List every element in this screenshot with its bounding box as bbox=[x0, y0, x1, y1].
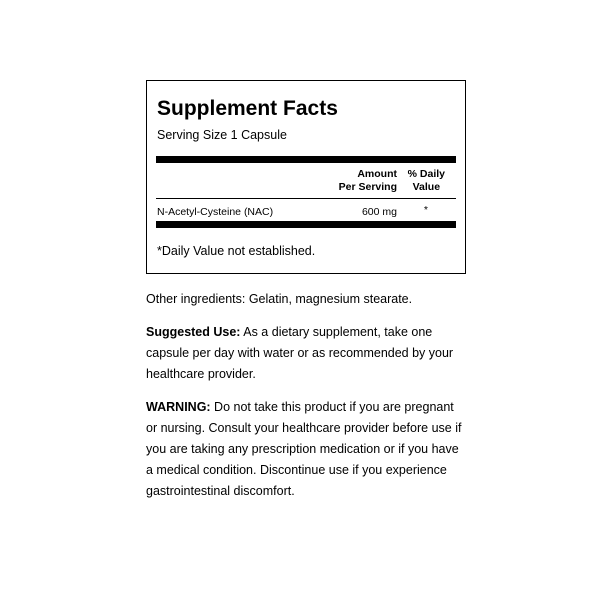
dv-header-line1: % Daily bbox=[407, 168, 445, 180]
facts-title: Supplement Facts bbox=[157, 97, 338, 120]
other-ingredients-text: Other ingredients: Gelatin, magnesium stearate. bbox=[146, 292, 413, 306]
suggested-use-section bbox=[146, 322, 476, 385]
warning-text-1: Do not take this product if you are pregnant bbox=[210, 400, 454, 414]
amount-per-serving-header bbox=[339, 168, 397, 194]
thick-divider-top bbox=[156, 156, 456, 163]
suggested-use-line-3: healthcare provider. bbox=[146, 367, 256, 381]
warning-line-4: a medical condition. Discontinue use if you experience bbox=[146, 463, 447, 477]
thick-divider-bottom bbox=[156, 221, 456, 228]
warning-label: WARNING: bbox=[146, 400, 211, 414]
suggested-use-line-1 bbox=[146, 322, 476, 343]
dv-header-line2: Value bbox=[412, 181, 441, 193]
suggested-use-text-1: As a dietary supplement, take one bbox=[240, 325, 433, 339]
warning-section bbox=[146, 397, 476, 502]
warning-line-3: you are taking any prescription medication or if you have bbox=[146, 442, 459, 456]
ingredient-name: N-Acetyl-Cysteine (NAC) bbox=[157, 206, 274, 218]
other-ingredients bbox=[146, 289, 476, 310]
ingredient-daily-value: * bbox=[423, 204, 428, 216]
suggested-use-label: Suggested Use: bbox=[146, 325, 241, 339]
warning-line-2: or nursing. Consult your healthcare provider before use if bbox=[146, 421, 462, 435]
amount-header-line1: Amount bbox=[357, 168, 397, 180]
supplement-facts-panel bbox=[146, 80, 466, 274]
warning-line-5: gastrointestinal discomfort. bbox=[146, 484, 295, 498]
suggested-use-line-2: capsule per day with water or as recommended by your bbox=[146, 346, 454, 360]
thin-divider bbox=[156, 198, 456, 199]
serving-size: Serving Size 1 Capsule bbox=[157, 128, 287, 142]
daily-value-footnote: *Daily Value not established. bbox=[157, 244, 316, 258]
ingredient-amount: 600 mg bbox=[361, 206, 397, 218]
daily-value-header bbox=[408, 168, 445, 194]
warning-line-1 bbox=[146, 397, 476, 418]
amount-header-line2: Per Serving bbox=[338, 181, 397, 193]
